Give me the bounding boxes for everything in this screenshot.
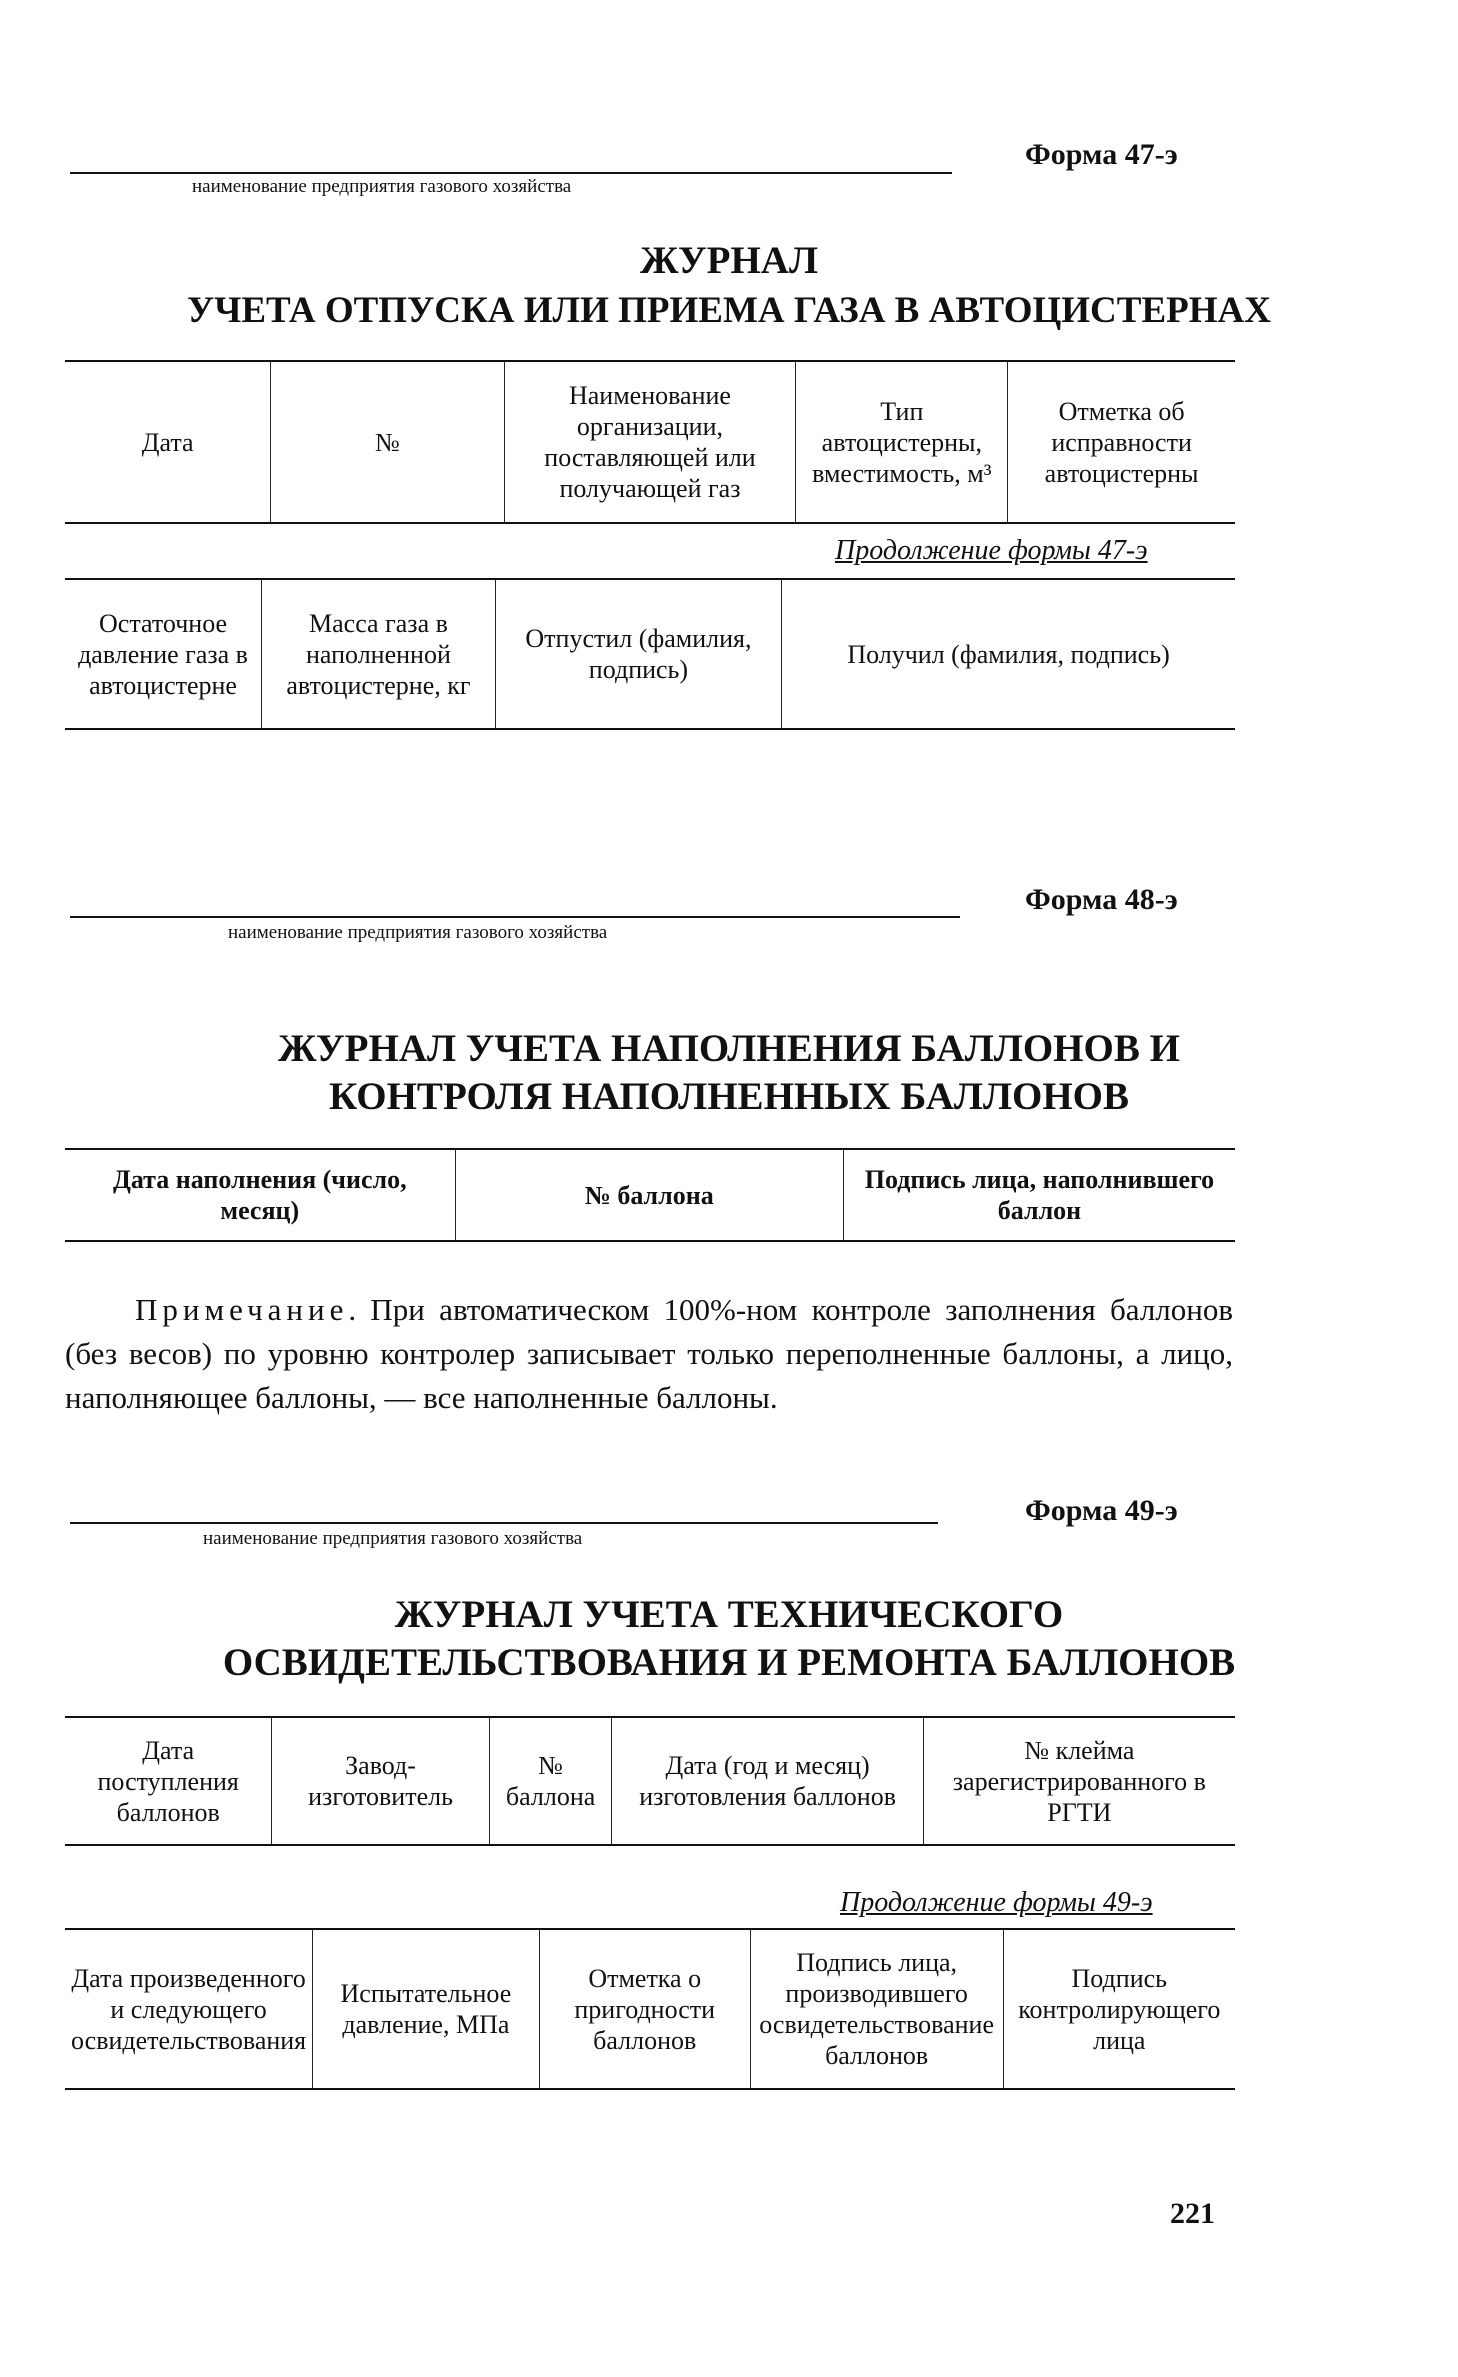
header-cell: Подпись лица, наполнившего баллон [843,1149,1235,1241]
header-cell: Дата наполнения (число, месяц) [65,1149,455,1241]
form-49-title-line-1: ЖУРНАЛ УЧЕТА ТЕХНИЧЕСКОГО [394,1593,1064,1636]
org-name-caption: наименование предприятия газового хозяйства [203,1528,583,1549]
header-cell: Отметка о пригодности баллонов [539,1929,750,2089]
header-cell: Получил (фамилия, подпись) [782,579,1235,729]
form-48-table [65,1148,1235,1242]
page-number: 221 [1170,2197,1215,2230]
header-cell: № баллона [489,1717,612,1845]
org-name-line [70,1522,938,1524]
header-cell: № клейма зарегистрированного в РГТИ [923,1717,1235,1845]
form-48-label: Форма 48-э [1025,883,1178,916]
form-47-table [65,360,1235,524]
org-name-line [70,172,952,174]
header-cell: Подпись контролирующего лица [1003,1929,1235,2089]
header-cell: Остаточное давление газа в автоцистерне [65,579,262,729]
header-cell: Дата (год и месяц) изготовления баллонов [612,1717,923,1845]
org-name-caption: наименование предприятия газового хозяйства [192,176,572,197]
form-48-title-line-2: КОНТРОЛЯ НАПОЛНЕННЫХ БАЛЛОНОВ [328,1075,1130,1118]
header-cell: Масса газа в наполненной автоцистерне, кг [262,579,496,729]
header-cell: Наименование организации, поставляющей или получающей газ [504,361,796,523]
header-cell: Дата произведенного и следующего освидетельствования [65,1929,313,2089]
form-49-label: Форма 49-э [1025,1494,1178,1527]
header-cell: № баллона [455,1149,843,1241]
form-49-title-line-2: ОСВИДЕТЕЛЬСТВОВАНИЯ И РЕМОНТА БАЛЛОНОВ [222,1641,1236,1684]
header-cell: Отпустил (фамилия, подпись) [495,579,781,729]
form-49-continuation: Продолжение формы 49-э [840,1887,1153,1918]
note-label: Примечание [135,1292,349,1327]
header-cell: Отметка об исправности автоцистерны [1008,361,1235,523]
org-name-caption: наименование предприятия газового хозяйства [228,922,608,943]
header-cell: № [271,361,504,523]
form-48-note [65,1288,1233,1420]
form-49-continuation-table [65,1928,1235,2090]
header-cell: Завод-изготовитель [272,1717,489,1845]
form-47-title-line-2: УЧЕТА ОТПУСКА ИЛИ ПРИЕМА ГАЗА В АВТОЦИСТЕРНАХ [187,290,1271,331]
header-cell: Подпись лица, производившего освидетельствование баллонов [750,1929,1003,2089]
header-cell: Дата поступления баллонов [65,1717,272,1845]
form-48-title-line-1: ЖУРНАЛ УЧЕТА НАПОЛНЕНИЯ БАЛЛОНОВ И [278,1027,1180,1070]
header-cell: Испытательное давление, МПа [313,1929,540,2089]
form-47-continuation: Продолжение формы 47-э [835,535,1148,566]
org-name-line [70,916,960,918]
form-49-table [65,1716,1235,1846]
form-47-continuation-table [65,578,1235,730]
header-cell: Дата [65,361,271,523]
note-text: . При автоматическом 100%-ном контроле заполнения баллонов (без весов) по уровню контролер записывает только переполненные баллоны, а лицо, наполняющее баллоны, — все наполненные баллоны. [65,1292,1233,1415]
form-47-label: Форма 47-э [1025,138,1178,171]
form-47-title-line-1: ЖУРНАЛ [639,239,818,282]
header-cell: Тип автоцистерны, вместимость, м³ [796,361,1008,523]
